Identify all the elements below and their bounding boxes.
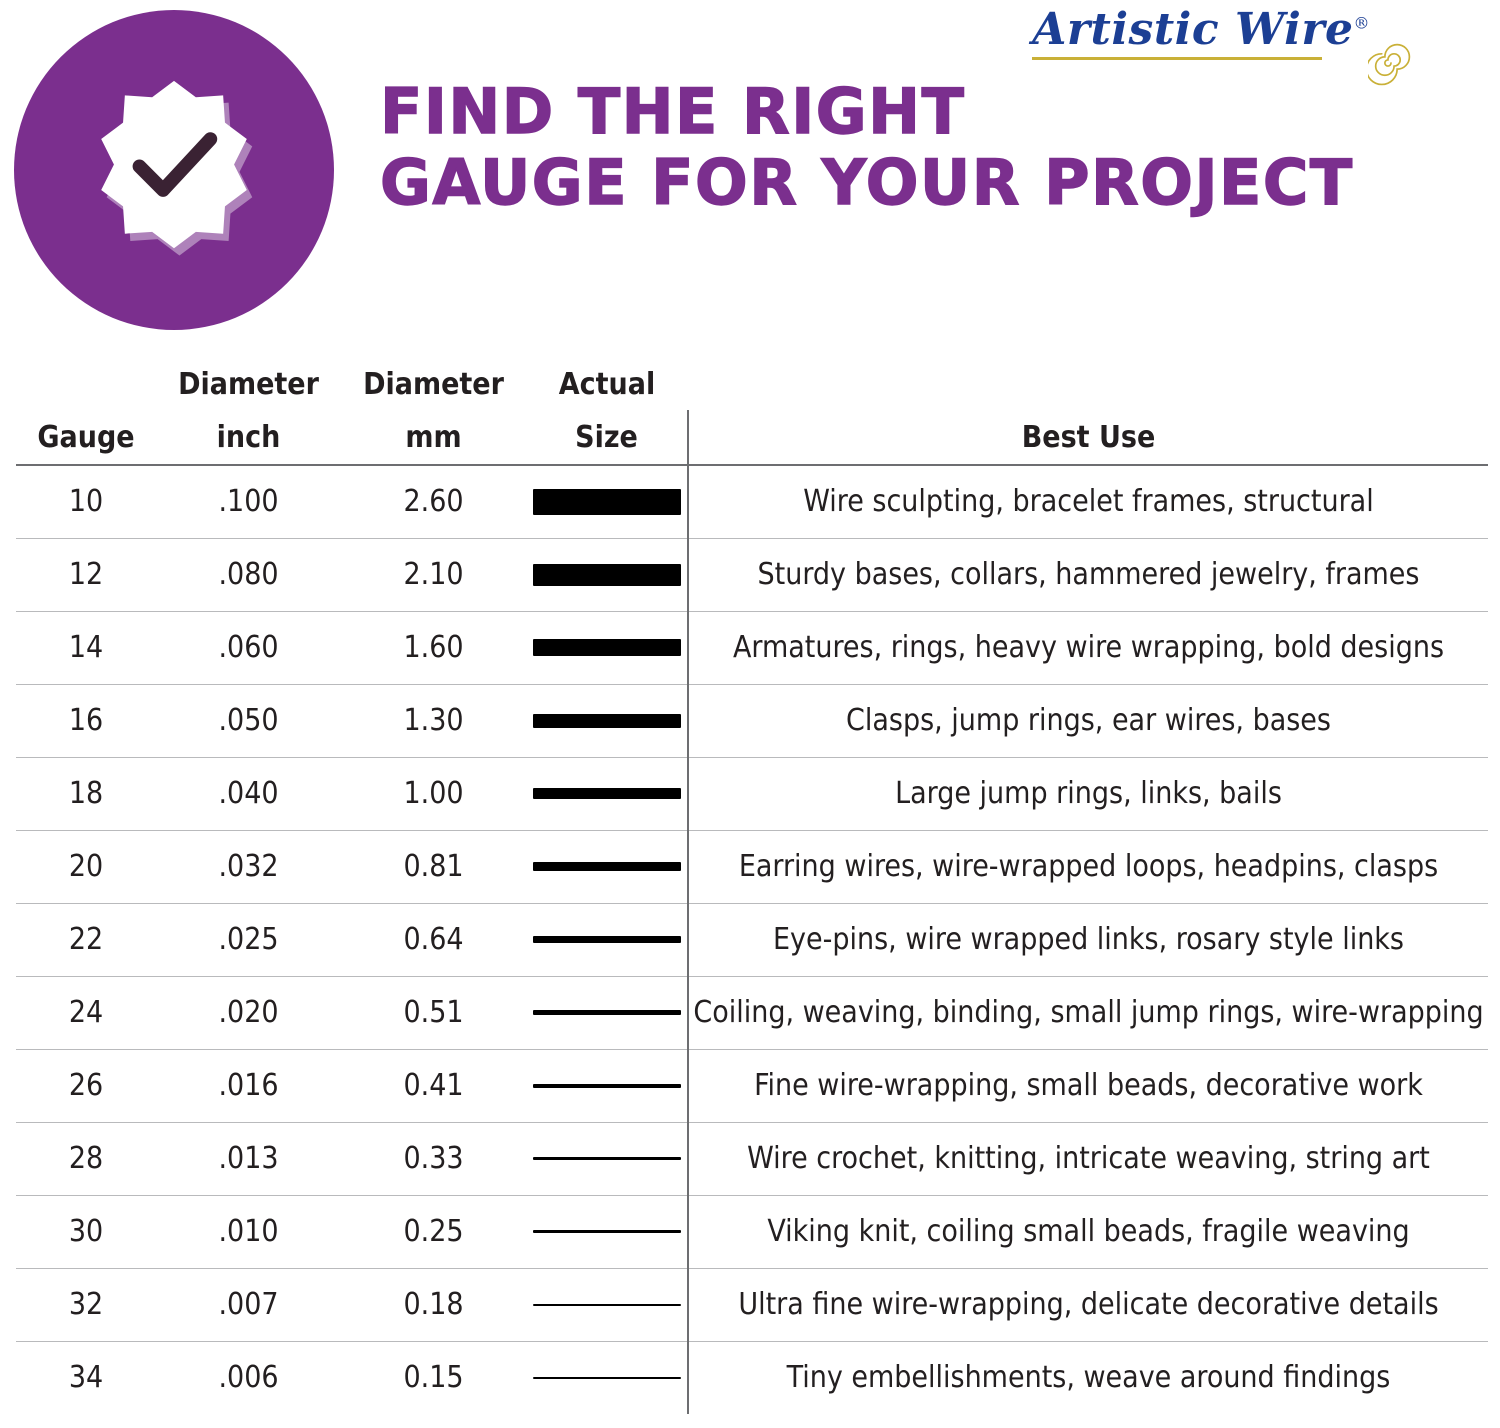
cell-diameter-inch: .040 — [218, 776, 279, 811]
wire-thickness-bar — [533, 936, 681, 943]
wire-thickness-bar — [533, 1084, 681, 1088]
header-size: Size — [526, 410, 688, 465]
table-row — [16, 1122, 1488, 1195]
wire-thickness-bar — [533, 1304, 681, 1306]
cell-diameter-mm: 1.30 — [403, 703, 464, 738]
registered-mark: ® — [1353, 13, 1370, 33]
cell-diameter-inch: .007 — [218, 1287, 279, 1322]
cell-best-use: Wire crochet, knitting, intricate weaving, string art — [688, 1122, 1488, 1195]
cell-diameter-mm: 0.33 — [403, 1141, 464, 1176]
cell-best-use: Large jump rings, links, bails — [688, 757, 1488, 830]
cell-diameter-mm: 0.18 — [403, 1287, 464, 1322]
cell-gauge: 20 — [68, 849, 104, 884]
header — [0, 0, 1500, 340]
cell-diameter-inch: .013 — [218, 1141, 279, 1176]
wire-thickness-bar — [533, 1010, 681, 1015]
table-head — [16, 360, 1488, 465]
wire-thickness-bar — [533, 1157, 681, 1160]
cell-diameter-inch: .020 — [218, 995, 279, 1030]
cell-best-use: Clasps, jump rings, ear wires, bases — [688, 684, 1488, 757]
table-header-row-top — [16, 360, 1488, 410]
cell-actual-size — [526, 757, 688, 830]
cell-best-use: Coiling, weaving, binding, small jump rings, wire-wrapping — [688, 976, 1488, 1049]
cell-actual-size — [526, 538, 688, 611]
cell-gauge: 14 — [68, 630, 104, 665]
cell-best-use: Tiny embellishments, weave around findings — [688, 1341, 1488, 1414]
wire-thickness-bar — [533, 862, 681, 871]
header-use-top — [688, 360, 1488, 410]
header-mm: mm — [341, 410, 526, 465]
cell-actual-size — [526, 1268, 688, 1341]
cell-diameter-inch: .006 — [218, 1360, 279, 1396]
cell-actual-size — [526, 830, 688, 903]
header-gauge: Gauge — [16, 410, 156, 465]
cell-diameter-inch: .016 — [218, 1068, 279, 1103]
cell-gauge: 22 — [68, 922, 104, 957]
header-diameter-mm-top: Diameter — [363, 366, 504, 402]
title-block — [380, 75, 1460, 220]
page-title-line-1: FIND THE RIGHT — [380, 75, 966, 148]
cell-best-use: Sturdy bases, collars, hammered jewelry, frames — [688, 538, 1488, 611]
gauge-table — [16, 360, 1488, 1414]
cell-diameter-mm: 0.41 — [403, 1068, 464, 1103]
cell-diameter-mm: 1.00 — [403, 776, 464, 811]
table-row — [16, 1049, 1488, 1122]
table-row — [16, 1341, 1488, 1414]
cell-best-use: Eye-pins, wire wrapped links, rosary style links — [688, 903, 1488, 976]
cell-diameter-inch: .025 — [218, 922, 279, 957]
cell-actual-size — [526, 684, 688, 757]
cell-actual-size — [526, 465, 688, 538]
table-row — [16, 538, 1488, 611]
cell-actual-size — [526, 1341, 688, 1414]
cell-diameter-mm: 0.15 — [403, 1360, 464, 1396]
header-inch: inch — [156, 410, 341, 465]
cell-best-use: Viking knit, coiling small beads, fragile weaving — [688, 1195, 1488, 1268]
cell-diameter-inch: .100 — [218, 484, 279, 520]
cell-diameter-inch: .080 — [218, 557, 279, 592]
cell-gauge: 26 — [68, 1068, 104, 1103]
brand-name-text: Artistic Wire — [1032, 4, 1354, 55]
cell-gauge: 12 — [68, 557, 104, 592]
cell-actual-size — [526, 903, 688, 976]
cell-gauge: 28 — [68, 1141, 104, 1176]
wire-thickness-bar — [533, 639, 681, 656]
cell-diameter-mm: 0.51 — [403, 995, 464, 1030]
wire-thickness-bar — [533, 489, 681, 515]
table-body — [16, 465, 1488, 1414]
cell-diameter-mm: 2.60 — [403, 484, 464, 520]
cell-diameter-mm: 2.10 — [403, 557, 464, 592]
wire-thickness-bar — [533, 1377, 681, 1379]
table-row — [16, 830, 1488, 903]
brand-name — [1032, 4, 1370, 55]
cell-gauge: 24 — [68, 995, 104, 1030]
cell-diameter-mm: 1.60 — [403, 630, 464, 665]
header-spacer — [16, 360, 156, 410]
cell-actual-size — [526, 1049, 688, 1122]
cell-diameter-inch: .010 — [218, 1214, 279, 1249]
cell-gauge: 34 — [68, 1360, 104, 1396]
wire-thickness-bar — [533, 714, 681, 728]
cell-gauge: 30 — [68, 1214, 104, 1249]
cell-actual-size — [526, 1195, 688, 1268]
table-row — [16, 465, 1488, 538]
cell-diameter-mm: 0.25 — [403, 1214, 464, 1249]
gauge-table-container — [16, 360, 1488, 1414]
wire-thickness-bar — [533, 788, 681, 799]
cell-gauge: 18 — [68, 776, 104, 811]
brand-underline — [1032, 57, 1322, 60]
brand-logo — [1032, 4, 1370, 60]
cell-gauge: 32 — [68, 1287, 104, 1322]
cell-best-use: Ultra fine wire-wrapping, delicate decorative details — [688, 1268, 1488, 1341]
header-best-use: Best Use — [688, 410, 1488, 465]
spiral-icon — [1368, 40, 1414, 86]
wire-thickness-bar — [533, 1230, 681, 1233]
table-row — [16, 976, 1488, 1049]
cell-diameter-inch: .032 — [218, 849, 279, 884]
cell-best-use: Wire sculpting, bracelet frames, structural — [688, 465, 1488, 538]
cell-actual-size — [526, 611, 688, 684]
cell-best-use: Earring wires, wire-wrapped loops, headpins, clasps — [688, 830, 1488, 903]
checkmark-starburst-icon — [83, 79, 265, 261]
cell-best-use: Fine wire-wrapping, small beads, decorative work — [688, 1049, 1488, 1122]
wire-thickness-bar — [533, 564, 681, 586]
badge-circle — [14, 10, 334, 330]
table-row — [16, 1268, 1488, 1341]
table-row — [16, 684, 1488, 757]
header-diameter-inch-top: Diameter — [178, 366, 319, 402]
table-row — [16, 611, 1488, 684]
cell-actual-size — [526, 1122, 688, 1195]
page-title-line-2: GAUGE FOR YOUR PROJECT — [380, 146, 1354, 220]
cell-diameter-inch: .060 — [218, 630, 279, 665]
cell-gauge: 16 — [68, 703, 104, 738]
cell-gauge: 10 — [68, 484, 104, 520]
cell-diameter-mm: 0.81 — [403, 849, 464, 884]
table-row — [16, 903, 1488, 976]
header-actual-top: Actual — [558, 366, 656, 402]
table-header-row-bottom — [16, 410, 1488, 465]
cell-diameter-inch: .050 — [218, 703, 279, 738]
cell-actual-size — [526, 976, 688, 1049]
cell-best-use: Armatures, rings, heavy wire wrapping, bold designs — [688, 611, 1488, 684]
table-row — [16, 1195, 1488, 1268]
table-row — [16, 757, 1488, 830]
cell-diameter-mm: 0.64 — [403, 922, 464, 957]
